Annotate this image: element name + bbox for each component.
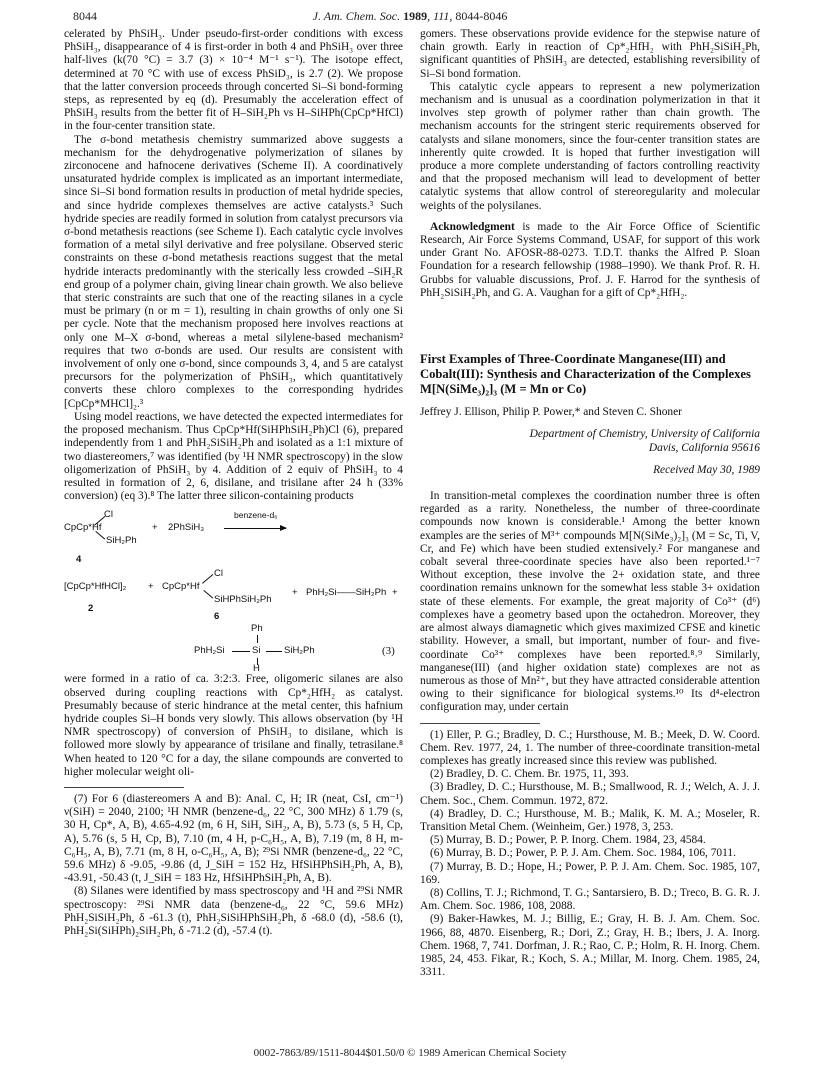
scheme-sih2ph-1: SiH₂Ph bbox=[106, 535, 137, 547]
bond-hf-cl-2 bbox=[202, 574, 213, 584]
article-affiliation bbox=[420, 428, 760, 455]
article-title: First Examples of Three-Coordinate Manganese(III) and Cobalt(III): Synthesis and Characterization of the Complexes M[N(SiMe₃)₂]₃ (M = Mn or Co) bbox=[420, 352, 751, 397]
compound-6-label: 6 bbox=[214, 611, 220, 623]
acknowledgment-label: Acknowledgment bbox=[430, 220, 515, 233]
scheme-dimer: [CpCp*HfHCl]₂ bbox=[64, 581, 127, 593]
compound-2-label: 2 bbox=[88, 603, 94, 615]
right-paragraph-2: This catalytic cycle appears to represent a new polymerization mechanism and is unusual as a coordination polymerization in that it involves step growth of polymer rather than chain growth. The mechanism accounts for the stringent steric requirements observed for catalysts and silane monomers, since the four-center transition states are inherently quite crowded. It is hoped that further investigation will produce a more complete understanding of factors controlling reactivity and that the proposed mechanism will lead to development of better catalytic systems that allow control of stereoregularity and molecular weights of the polysilanes. bbox=[420, 80, 760, 212]
right-column bbox=[420, 28, 760, 979]
page-footer: 0002-7863/89/1511-8044$01.50/0 © 1989 American Chemical Society bbox=[253, 1047, 567, 1059]
reference-5: (5) Murray, B. D.; Power, P. P. Inorg. Chem. 1984, 23, 4584. bbox=[430, 834, 706, 847]
left-paragraph-4: were formed in a ratio of ca. 3:2:3. Free, oligomeric silanes are also observed during coupling reactions with Cp*₂HfH₂ as catalyst. Presumably because of steric hindrance at the metal center, this hafnium hydride couples Si–H bonds very slowly. This allows observation (by ¹H NMR spectroscopy) of conversion of PhSiH₃ to disilane, which is followed more slowly by appearance of trisilane and finally, tetrasilane.⁸ When heated to 120 °C for a day, the silane compounds are converted to higher molecular weight oli- bbox=[64, 673, 403, 778]
footnote-8: (8) Silanes were identified by mass spectroscopy and ¹H and ²⁹Si NMR spectroscopy: ²⁹Si NMR data (benzene-d₆, 22 °C, 59.6 MHz) PhH₂SiSiH₂Ph, δ -61.3 (t), PhH₂SiSiHPhSiH₂Ph, δ -68.0 (d), -58.6 (t), PhH₂Si(SiHPh)₂SiH₂Ph, δ -71.2 (d), -57.4 (t). bbox=[64, 885, 403, 937]
reference-2: (2) Bradley, D. C. Chem. Br. 1975, 11, 393. bbox=[430, 768, 629, 781]
left-column bbox=[64, 28, 403, 938]
scheme-solvent: benzene-d₆ bbox=[234, 510, 278, 521]
scheme-trisilane-left: PhH₂Si bbox=[194, 645, 225, 657]
acknowledgment bbox=[420, 221, 760, 300]
reaction-scheme-eq3 bbox=[64, 507, 403, 673]
affiliation-line-2: Davis, California 95616 bbox=[648, 441, 760, 454]
running-header: J. Am. Chem. Soc. 1989, 111, 8044-8046 bbox=[312, 9, 508, 23]
footnote-rule-right bbox=[420, 723, 540, 724]
article-authors: Jeffrey J. Ellison, Philip P. Power,* and Steven C. Shoner bbox=[420, 406, 682, 419]
scheme-ph-top: Ph bbox=[251, 623, 263, 635]
bond-trisilane-left bbox=[232, 651, 250, 652]
bond-trisilane-right bbox=[266, 651, 282, 652]
received-date: Received May 30, 1989 bbox=[653, 464, 760, 477]
reference-1: (1) Eller, P. G.; Bradley, D. C.; Hursthouse, M. B.; Meek, D. W. Coord. Chem. Rev. 1977, 24, 1. The number of three-coordinate transition-metal complexes has greatly increased since this review was published. bbox=[420, 728, 760, 767]
bond-hf-si-2 bbox=[203, 590, 213, 598]
page-number: 8044 bbox=[73, 9, 97, 23]
left-paragraph-1: celerated by PhSiH₃. Under pseudo-first-order conditions with excess PhSiH₃, disappearance of 4 is first-order in both 4 and PhSiH₃ over three half-lives (k(70 °C) = 3.7 (3) × 10⁻⁴ M⁻¹ s⁻¹). The isotope effect, determined at 70 °C with use of excess PhSiD₃, is 2.7 (2). We propose that the latter conversion proceeds through concerted Si–Si bond-forming steps, as represented by eq (d). Presumably the acceleration effect of PhSiH₃ results from the better fit of H–SiH₂Ph vs H–SiHPh(CpCp*HfCl) in the four-center transition state. bbox=[64, 28, 403, 133]
scheme-trisilane-si: Si bbox=[252, 645, 261, 657]
left-footnotes bbox=[64, 793, 403, 938]
reaction-arrow bbox=[224, 528, 286, 529]
scheme-disilane: PhH₂Si——SiH₂Ph bbox=[306, 587, 387, 599]
scheme-hf-6: CpCp*Hf bbox=[162, 581, 200, 593]
scheme-eq-number: (3) bbox=[382, 645, 395, 658]
scheme-plus-3: + bbox=[292, 587, 298, 599]
scheme-h-bottom: H bbox=[253, 663, 260, 675]
scheme-reactant: CpCp*Hf bbox=[64, 522, 102, 534]
left-paragraph-3: Using model reactions, we have detected the expected intermediates for the proposed mechanism. Thus CpCp*Hf(SiHPhSiH₂Ph)Cl (6), prepared independently from 1 and PhH₂SiSiH₂Ph and isolated as a 1:1 mixture of two diastereomers,⁷ was identified (by ¹H NMR spectroscopy) in the slow oligomerization of PhSiH₃ by 4. Addition of 2 equiv of PhSiH₃ to 4 resulted in formation of 2, 6, disilane, and trisilane after 24 h (33% conversion) (eq 3).⁸ The latter three silicon-containing products bbox=[64, 410, 403, 503]
journal-pages: 8044-8046 bbox=[455, 9, 508, 23]
acknowledgment-text: is made to the Air Force Office of Scientific Research, Air Force Systems Command, USAF, for support of this work under Grant No. AFOSR-88-0273. T.D.T. thanks the Alfred P. Sloan Foundation for a research fellowship (1988–1990). We thank Prof. R. H. Grubbs for valuable discussions, Prof. J. F. Harrod for the synthesis of PhH₂SiSiH₂Ph, and G. A. Vaughan for a gift of Cp*₂HfH₂. bbox=[420, 220, 760, 299]
left-paragraph-2: The σ-bond metathesis chemistry summarized above suggests a mechanism for the dehydrogenative polymerization of silanes by zirconocene and hafnocene derivatives (Scheme II). A coordinatively unsaturated hydride complex is implicated as an important intermediate, since Si–Si bond formation results in production of metal hydride species, and since hydride complexes themselves are active catalysts.³ Such hydride species are readily formed in solution from catalyst precursors via σ-bond metathesis reactions (see Scheme I). Each catalytic cycle involves formation of a metal silyl derivative and free polysilane. Observed steric constraints on these σ-bond metathesis reactions suggest that the metal hydride interacts predominantly with the sterically less crowded –SiH₂R end group of a polymer chain, giving linear chain growth. We also believe that steric constraints are such that one of the reacting silanes in a cycle must be primary (n or m = 1), resulting in chain growths of only one Si per cycle. Note that the mechanism proposed here involves reactions at only one M–X σ-bond, whereas a metal silylene-based mechanism² requires that two σ-bonds are used. Our results are consistent with involvement of only one σ-bond, since compounds 3, 4, and 5 are catalyst precursors for the polymerization of PhSiH₃, which quantitatively converts these chloro complexes to the corresponding hydrides [CpCp*MHCl]₂.³ bbox=[64, 133, 403, 410]
scheme-cl-1: Cl bbox=[104, 509, 113, 521]
reference-3: (3) Bradley, D. C.; Hursthouse, M. B.; Smallwood, R. J.; Welch, A. J. J. Chem. Soc., Chem. Commun. 1972, 872. bbox=[420, 781, 760, 807]
compound-4-label: 4 bbox=[76, 554, 82, 566]
scheme-trisilane-right: SiH₂Ph bbox=[284, 645, 315, 657]
reference-4: (4) Bradley, D. C.; Hursthouse, M. B.; Malik, K. M. A.; Moseler, R. Transition Metal Chem. (Weinheim, Ger.) 1978, 3, 253. bbox=[420, 807, 760, 833]
reference-6: (6) Murray, B. D.; Power, P. P. J. Am. Chem. Soc. 1984, 106, 7011. bbox=[430, 847, 736, 860]
right-footnotes bbox=[420, 729, 760, 980]
reference-8: (8) Collins, T. J.; Richmond, T. G.; Santarsiero, B. D.; Treco, B. G. R. J. Am. Chem. Soc. 1986, 108, 2088. bbox=[420, 886, 760, 913]
scheme-sihph: SiHPhSiH₂Ph bbox=[214, 594, 272, 606]
footnote-rule-left bbox=[64, 787, 184, 788]
scheme-plus-2: + bbox=[148, 581, 154, 593]
scheme-plus-1: + bbox=[152, 522, 158, 534]
article-body: In transition-metal complexes the coordination number three is often regarded as a rarity. Nonetheless, the number of three-coordinate compounds now known is considerable.¹ Among the better known examples are the series of M³⁺ compounds M[N(SiMe₃)₂]₃ (M = Sc, Ti, V, Cr, and Fe) which have been studied extensively.² For manganese and cobalt several three-coordinate species have also been reported.¹⁻⁷ Without exception, these involve the 2+ oxidation state, and three coordination remains unknown for the somewhat less stable 3+ oxidation state of these elements. For example, the great majority of Co³⁺ (d⁶) complexes have a geometry based upon the octahedron. Moreover, they are almost always diamagnetic which gives maximized CFSE and kinetic stability. However, a small, but important, number of four- and five-coordinate Co³⁺ complexes have been reported.⁸˒⁹ Similarly, manganese(III) (and higher oxidation state) complexes are not as numerous as those of Mn²⁺, but they have attracted considerable attention owing to their significance for biological systems.¹⁰ Its d⁴-electron configuration may, under certain bbox=[420, 490, 760, 714]
bond-si-ph bbox=[257, 635, 258, 643]
scheme-cl-2: Cl bbox=[214, 568, 223, 580]
journal-name: J. Am. Chem. Soc. bbox=[312, 9, 401, 23]
reference-7: (7) Murray, B. D.; Hope, H.; Power, P. P. J. Am. Chem. Soc. 1985, 107, 169. bbox=[420, 860, 760, 886]
footnote-7: (7) For 6 (diastereomers A and B): Anal. C, H; IR (neat, CsI, cm⁻¹) ν(SiH) = 2040, 2100; ¹H NMR (benzene-d₆, 22 °C, 300 MHz) δ 1.79 (s, 30 H, Cp*, A, B), 4.65-4.92 (m, 6 H, SiH, SiH₂, A, B), 5.73 (s, 5 H, Cp, A), 5.76 (s, 5 H, Cp, B), 7.10 (m, 4 H, p-C₆H₅, A, B), 7.19 (m, 8 H, m-C₆H₅, A, B), 7.71 (m, 8 H, o-C₆H₅, A, B); ²⁹Si NMR (benzene-d₆, 22 °C, 59.6 MHz) δ -9.05, -9.86 (d, J_SiH = 152 Hz, HfSiHPhSiH₂Ph, A, B), -43.91, -50.43 (t, J_SiH = 183 Hz, HfSiHPhSiH₂Ph, A, B). bbox=[64, 792, 403, 885]
journal-year: 1989 bbox=[403, 9, 428, 23]
reference-9: (9) Baker-Hawkes, M. J.; Billig, E.; Gray, H. B. J. Am. Chem. Soc. 1966, 88, 4870. Eisenberg, R.; Dori, Z.; Gray, H. B.; Ibers, J. A. Inorg. Chem. 1968, 7, 741. Dorfman, J. R.; Rao, C. P.; Holm, R. H. Inorg. Chem. 1985, 24, 453. Fikar, R.; Koch, S. A.; Millar, M. Inorg. Chem. 1985, 24, 3311. bbox=[420, 913, 760, 979]
scheme-plus-4: + bbox=[392, 587, 398, 599]
affiliation-line-1: Department of Chemistry, University of California bbox=[529, 428, 760, 441]
scheme-reagent: 2PhSiH₃ bbox=[168, 522, 205, 534]
journal-volume: 111 bbox=[433, 9, 450, 23]
right-paragraph-1: gomers. These observations provide evidence for the stepwise nature of chain growth. Early in reaction of Cp*₂HfH₂ with PhH₂SiSiH₂Ph, significant quantities of PhSiH₃ are detected, establishing reversibility of Si–Si bond formation. bbox=[420, 28, 760, 80]
